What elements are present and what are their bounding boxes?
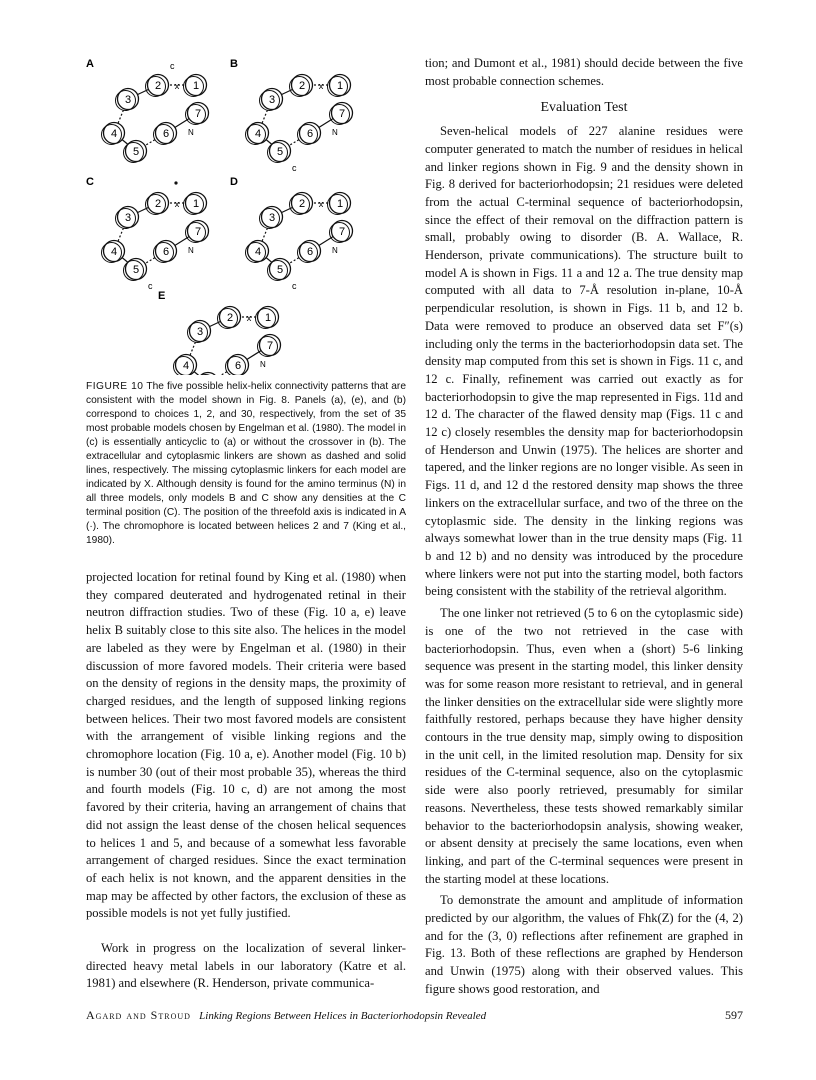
- panel-letter: E: [158, 290, 166, 302]
- helix-label: 7: [194, 108, 202, 120]
- c-terminus-label: c: [170, 61, 175, 71]
- helix-label: 6: [306, 246, 314, 258]
- right-column: [425, 55, 743, 999]
- c-terminus-label: c: [292, 281, 297, 291]
- helix-label: 1: [264, 312, 272, 324]
- n-terminus-label: N: [188, 128, 194, 137]
- helix-label: 3: [196, 326, 204, 338]
- helix-label: 4: [110, 128, 118, 140]
- page-number: 597: [725, 1008, 743, 1022]
- helix-label: 5: [132, 146, 140, 158]
- helix-label: 1: [192, 198, 200, 210]
- helix-label: 6: [306, 128, 314, 140]
- helix-label: 2: [298, 80, 306, 92]
- running-authors: Agard and Stroud: [86, 1008, 191, 1022]
- threefold-axis-dot: [174, 181, 177, 184]
- missing-linker-marker: x: [174, 81, 180, 91]
- paragraph: The one linker not retrieved (5 to 6 on the cytoplasmic side) is one of the two not retrieved in the case with bacteriorhodopsin. Thus, even when a (short) 5-6 linking sequence was present in the starting model, this linker density was for some reason more resistant to retrieval, and in general the linker densities on the extracellular side were slightly more faithfully restored, perhaps because they have higher density contours in the true density map, simply owing to disposition in the unit cell, in the limited resolution map. Density for six residues of the C-terminal sequence, also on the cytoplasmic side were also poorly retrieved, presumably for similar reasons. Nevertheless, these tests showed remarkably similar behavior to the bacteriorhodopsin analysis, showing weaker, or absent density at precisely the same locations, even when linking, and part of the C-terminal sequences were present in the starting model at these locations.: [425, 606, 743, 886]
- c-terminus-label: c: [148, 281, 153, 291]
- paragraph: projected location for retinal found by King et al. (1980) when they compared deuterated and hydrogenated retinal in their neutron diffraction studies. Two of these (Fig. 10 a, e) leave helix B suitably close to this site also. The helices in the model are labeled as they were by Engelman et al. (1980) in their discussion of more favored models. Their criteria were based on the density of regions in the density maps, the proximity of charged residues, and the length of supposed linking regions between helices. Their two most favored models are consistent with the arrangement of visible linking regions and the chromophore location (Fig. 10 a, e). Another model (Fig. 10 b) is number 30 (out of their most probable 35), whereas the third and fourth models (Fig. 10 c, d) are not among the most favored by their criteria, having an arrangement of chains that did not assign the least dense of the chosen helical sequences to helices 1 and 5, and because of a somewhat less favorable arrangement of charged residues. Since the exact termination of each helix is not known, and the apparent densities in the map may be affected by other factors, the exclusion of these as possible models is not yet fully justified.: [86, 570, 406, 921]
- helix-label: 4: [254, 246, 262, 258]
- paragraph: tion; and Dumont et al., 1981) should decide between the five most probable connection schemes.: [425, 56, 743, 88]
- helix-label: 4: [254, 128, 262, 140]
- helix-label: 4: [182, 360, 190, 372]
- section-heading: Evaluation Test: [540, 100, 628, 116]
- missing-linker-marker: x: [318, 81, 324, 91]
- missing-linker-marker: x: [246, 313, 252, 323]
- panel-letter: D: [230, 176, 238, 188]
- helix-label: 2: [226, 312, 234, 324]
- panel-letter: C: [86, 176, 94, 188]
- c-terminus-label: c: [292, 163, 297, 173]
- helix-label: 4: [110, 246, 118, 258]
- helix-label: 7: [194, 226, 202, 238]
- panel-letter: B: [230, 58, 238, 70]
- figure-10-diagram: [86, 55, 406, 375]
- helix-label: 5: [276, 264, 284, 276]
- helix-label: 5: [276, 146, 284, 158]
- figure-caption: [86, 380, 406, 548]
- paragraph: Seven-helical models of 227 alanine residues were computer generated to match the number of residues in helical and linker regions shown in Fig. 9 and the density shown in Fig. 8 derived for bacteriorhodopsin; 21 residues were deleted from the actual C-terminal sequence of bacteriorhodopsin, since the effect of their removal on the diffraction pattern is small, probably owing to disorder (B. A. Wallace, R. Henderson, private communications). The structure built to model A is shown in Figs. 11 a and 12 a. The true density map computed with all data to 7-Å resolution in-plane, 10-Å perpendicular resolution, is shown in Figs. 11 b, and 12 b. Data were removed to produce an observed data set F″(s) including only the terms in the bacteriorhodopsin data set. The density map computed from this set is shown in Figs. 11 c, and 12 c. Finally, refinement was carried out exactly as for bacteriorhodopsin to give the map represented in Figs. 11d and 12 d. The character of the flawed density map (Figs. 11 c and 12 c) closely resembles the density map for bacteriorhodopsin of Henderson and Unwin (1975). The helices are shorter and tapered, and the linker regions are no longer visible. As seen in Figs. 11 d, and 12 d the restored density map shows the three linkers on the extracellular surface, and two of the three on the cytoplasmic side. The density in the linking regions was always somewhat lower than in the true density maps (Fig. 11 b and 12 b) and no density was introduced by the procedure where linkers were not put into the starting model, both factors being consistent with the stability of the retrieval algorithm.: [425, 124, 743, 599]
- helix-label: 6: [162, 128, 170, 140]
- connectivity-diagrams: [86, 55, 406, 375]
- helix-label: 1: [336, 80, 344, 92]
- helix-label: 7: [266, 340, 274, 352]
- n-terminus-label: N: [332, 246, 338, 255]
- paragraph: To demonstrate the amount and amplitude of information predicted by our algorithm, the values of Fhk(Z) for the (4, 2) and for the (3, 0) reflections after refinement are graphed in Fig. 13. Both of these reflections are graphed by Henderson and Unwin (1975) along with their observed values. This figure shows good restoration, and: [425, 893, 743, 996]
- n-terminus-label: N: [332, 128, 338, 137]
- helix-label: 3: [268, 94, 276, 106]
- missing-linker-marker: x: [318, 199, 324, 209]
- page-footer: [86, 1008, 743, 1023]
- helix-label: 3: [268, 212, 276, 224]
- helix-label: 1: [192, 80, 200, 92]
- running-title: Linking Regions Between Helices in Bacteriorhodopsin Revealed: [199, 1010, 487, 1022]
- n-terminus-label: N: [188, 246, 194, 255]
- helix-label: 6: [162, 246, 170, 258]
- helix-label: 2: [154, 198, 162, 210]
- left-column: [86, 569, 406, 993]
- helix-label: 7: [338, 226, 346, 238]
- panel-letter: A: [86, 58, 94, 70]
- helix-label: 2: [154, 80, 162, 92]
- helix-label: 3: [124, 94, 132, 106]
- helix-label: 5: [132, 264, 140, 276]
- paragraph: Work in progress on the localization of several linker-directed heavy metal labels in our laboratory (Katre et al. 1981) and elsewhere (R. Henderson, private communica-: [86, 941, 406, 991]
- caption-text: The five possible helix-helix connectivity patterns that are consistent with the model shown in Fig. 8. Panels (a), (e), and (b) correspond to choices 1, 2, and 30, respectively, from the set of 35 most probable models chosen by Engelman et al. (1980). The model in (c) is essentially anticyclic to (a) or without the crossover in (b). The extracellular and cytoplasmic linkers are shown as dashed and solid lines, respectively. The missing cytoplasmic linkers for each model are indicated by X. Although density is found for the amino terminus (N) in all three models, only models B and C show any densities at the C terminal position (C). The position of the threefold axis is indicated in A (·). The chromophore is located between helices 2 and 7 (King et al., 1980).: [86, 381, 406, 546]
- helix-label: 3: [124, 212, 132, 224]
- helix-label: 1: [336, 198, 344, 210]
- caption-label: FIGURE 10: [86, 381, 144, 392]
- helix-label: 2: [298, 198, 306, 210]
- helix-label: 7: [338, 108, 346, 120]
- helix-label: 6: [234, 360, 242, 372]
- missing-linker-marker: x: [174, 199, 180, 209]
- n-terminus-label: N: [260, 360, 266, 369]
